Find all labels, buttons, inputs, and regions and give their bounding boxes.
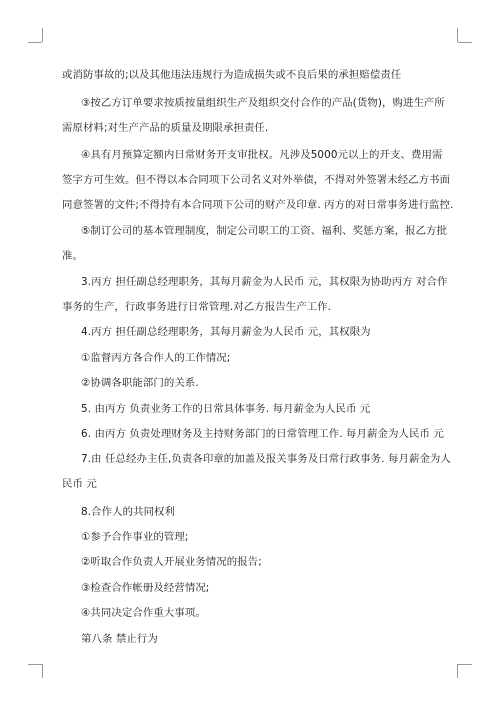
crop-mark-top-right-horizontal	[458, 42, 472, 43]
text-line: ②听取合作负责人开展业务情况的报告;	[81, 556, 262, 568]
crop-mark-bottom-right-horizontal	[458, 664, 472, 665]
crop-mark-top-right-vertical	[457, 28, 458, 42]
text-line: ④共同决定合作重大事项。	[81, 607, 206, 619]
text-line: ⑤制订公司的基本管理制度，制定公司职工的工资、福利、奖惩方案，报乙方批	[81, 225, 448, 237]
crop-mark-top-left-vertical	[42, 28, 43, 42]
crop-mark-bottom-left-horizontal	[28, 664, 42, 665]
text-line: ①监督丙方各合作人的工作情况;	[81, 352, 231, 364]
text-line: 3.丙方 担任副总经理职务，其每月薪金为人民币 元，其权限为协助丙方 对合作	[81, 276, 448, 288]
crop-mark-top-left-horizontal	[28, 42, 42, 43]
text-line: ④具有月预算定额内日常财务开支审批权。凡涉及5000元以上的开支、费用需	[81, 149, 443, 161]
text-line: ③按乙方订单要求按质按量组织生产及组织交付合作的产品(货物)，购进生产所	[81, 97, 445, 109]
text-line: ①参予合作事业的管理;	[81, 531, 189, 543]
text-line: 7.由 任总经办主任,负责各印章的加盖及报关事务及日常行政事务. 每月薪金为人	[81, 453, 451, 465]
text-line: 准。	[62, 250, 83, 262]
text-line: 需原材料;对生产产品的质量及期限承担责任.	[62, 122, 269, 134]
text-line: 4.丙方 担任副总经理职务，其每月薪金为人民币 元，其权限为	[81, 326, 371, 338]
text-line: 民币 元	[62, 478, 97, 490]
crop-mark-bottom-right-vertical	[457, 664, 458, 678]
section-heading: 第八条 禁止行为	[81, 633, 158, 645]
text-line: 同意签署的文件;不得持有本合同项下公司的财产及印章. 丙方的对日常事务进行监控.	[62, 199, 454, 211]
text-line: 5. 由丙方 负责业务工作的日常具体事务. 每月薪金为人民币 元	[81, 403, 371, 415]
text-line: ③检查合作帐册及经营情况;	[81, 582, 210, 594]
text-line: 或消防事故的;以及其他违法违规行为造成损失或不良后果的承担赔偿责任	[62, 69, 402, 81]
text-line: 8.合作人的共同权利	[81, 506, 176, 518]
text-line: 事务的生产，行政事务进行日常管理.对乙方报告生产工作.	[62, 301, 332, 313]
text-line: ②协调各职能部门的关系.	[81, 377, 199, 389]
text-line: 6. 由丙方 负责处理财务及主持财务部门的日常管理工作. 每月薪金为人民币 元	[81, 428, 444, 440]
text-line: 签字方可生效。但不得以本合同项下公司名义对外举债，不得对外签署未经乙方书面	[62, 174, 451, 186]
crop-mark-bottom-left-vertical	[42, 664, 43, 678]
